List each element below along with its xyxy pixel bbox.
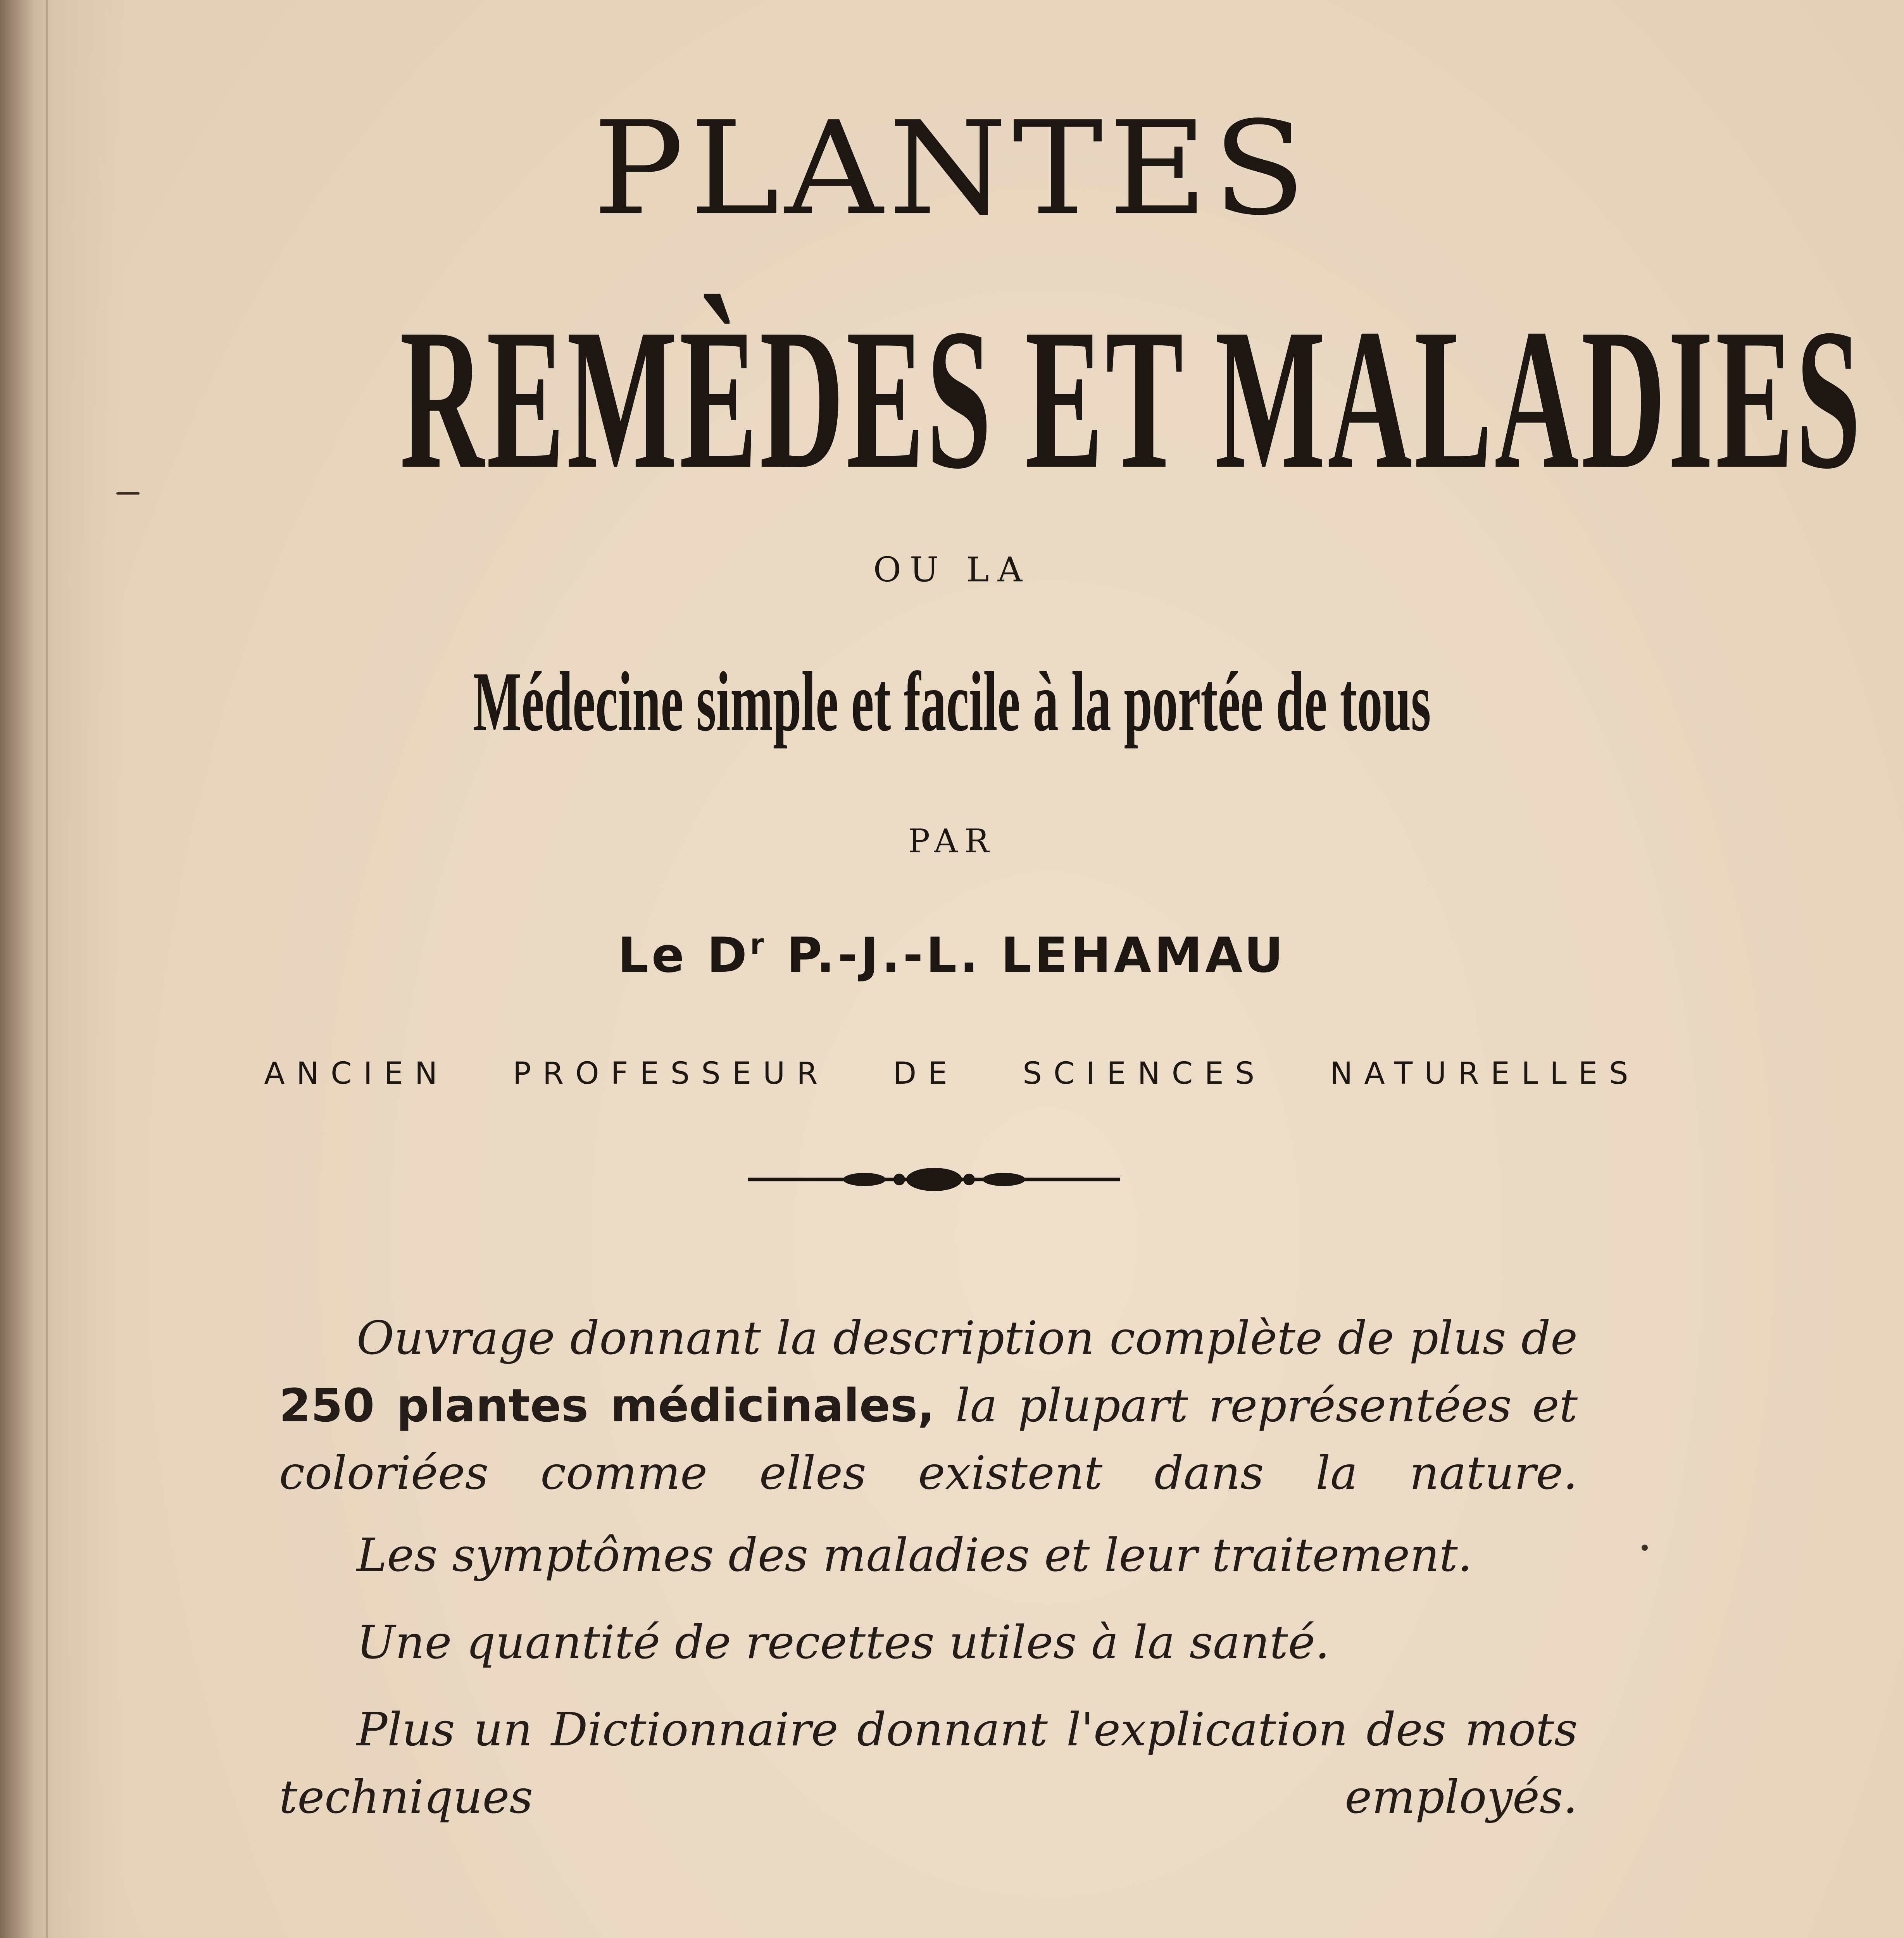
title-line-1: PLANTES	[593, 93, 1311, 244]
subtitle-main: Médecine simple et facile à la portée de tous	[473, 654, 1431, 749]
description-paragraph-1	[279, 1304, 1578, 1507]
description-highlight: 250 plantes médicinales,	[279, 1379, 935, 1432]
author-credential: ANCIEN PROFESSEUR DE SCIENCES NATURELLES	[264, 1056, 1640, 1091]
subtitle-connector: OU LA	[873, 550, 1031, 590]
byline-par: PAR	[908, 822, 996, 860]
description-recipes: Une quantité de recettes utiles à la santé.	[357, 1616, 1330, 1669]
author-fullname: P.-J.-L. LEHAMAU	[767, 928, 1287, 983]
description-lead: Ouvrage donnant la description complète de plus de	[357, 1311, 1578, 1365]
description-paragraph-4	[279, 1696, 1578, 1831]
description-rest: la plupart représentées et coloriées comme elles existent dans la nature.	[279, 1379, 1578, 1500]
ornament-divider-icon	[748, 1162, 1120, 1197]
title-line-2: REMÈDES ET MALADIES	[400, 288, 1863, 510]
description-dictionary: Plus un Dictionnaire donnant l'explication des mots techniques employés.	[279, 1703, 1578, 1824]
description-symptoms: Les symptômes des maladies et leur traitement.	[357, 1528, 1473, 1582]
author-name	[0, 926, 1904, 985]
author-prefix: Le D	[617, 928, 750, 983]
description-paragraph-3	[279, 1609, 1578, 1676]
description-paragraph-2	[279, 1521, 1578, 1589]
paper-mark	[116, 492, 140, 495]
paper-speck	[1642, 1545, 1648, 1551]
author-title-sup: r	[750, 928, 767, 960]
